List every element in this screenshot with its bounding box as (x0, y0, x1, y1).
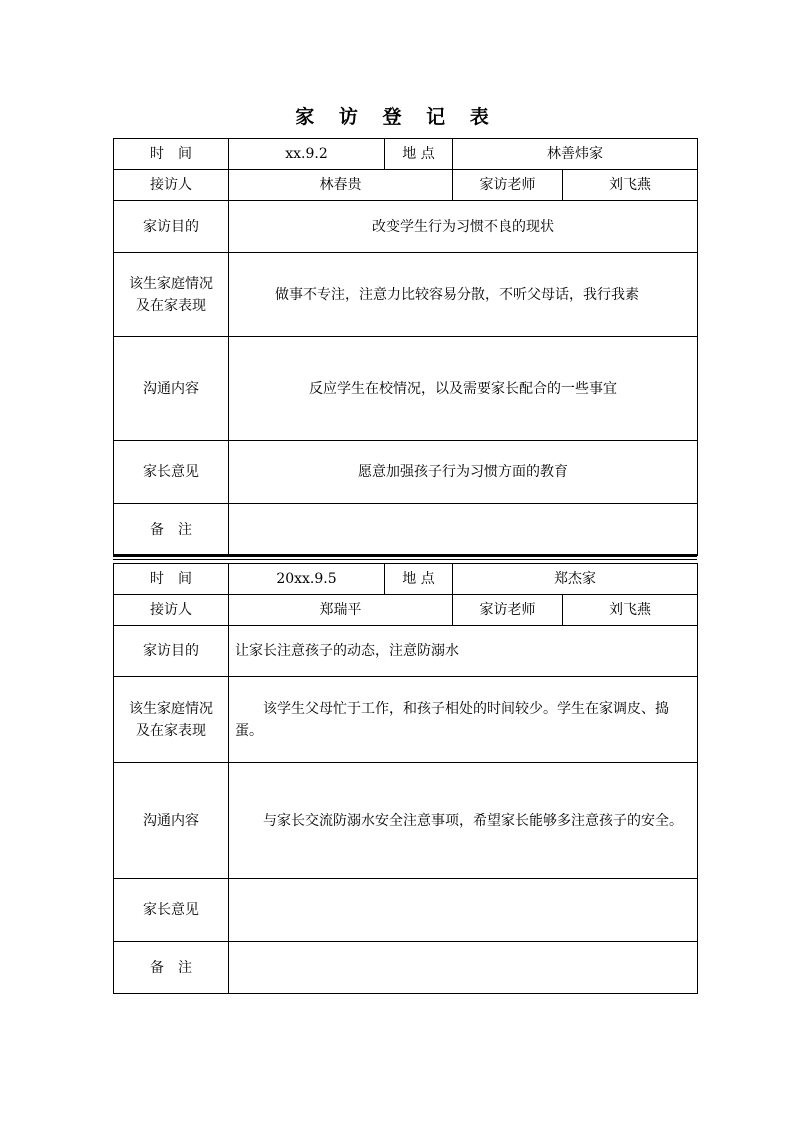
family-situation-label (114, 677, 229, 763)
remarks-value (229, 942, 698, 994)
visited-person-label: 接访人 (114, 170, 229, 201)
family-situation-value: 做事不专注，注意力比较容易分散，不听父母话，我行我素 (229, 253, 698, 337)
visit-record-table (113, 563, 698, 994)
family-situation-label (114, 253, 229, 337)
purpose-value: 让家长注意孩子的动态，注意防溺水 (229, 626, 698, 677)
purpose-value: 改变学生行为习惯不良的现状 (229, 201, 698, 253)
parent-opinion-value: 愿意加强孩子行为习惯方面的教育 (229, 441, 698, 504)
family-situation-label-line2: 及在家表现 (136, 297, 206, 314)
place-label: 地 点 (385, 564, 453, 595)
remarks-value (229, 504, 698, 556)
purpose-label: 家访目的 (114, 201, 229, 253)
parent-opinion-label: 家长意见 (114, 441, 229, 504)
place-value: 林善炜家 (453, 139, 698, 170)
communication-value: 反应学生在校情况，以及需要家长配合的一些事宜 (229, 337, 698, 441)
time-label: 时 间 (114, 564, 229, 595)
visited-person-value: 郑瑞平 (229, 595, 453, 626)
time-label: 时 间 (114, 139, 229, 170)
teacher-label: 家访老师 (453, 170, 563, 201)
section-divider-thin (113, 559, 697, 560)
section-divider (113, 554, 697, 557)
communication-label: 沟通内容 (114, 337, 229, 441)
time-value: 20xx.9.5 (229, 564, 385, 595)
page-title: 家 访 登 记 表 (295, 106, 498, 128)
visited-person-label: 接访人 (114, 595, 229, 626)
place-label: 地 点 (385, 139, 453, 170)
teacher-label: 家访老师 (453, 595, 563, 626)
family-situation-label-line1: 该生家庭情况 (129, 700, 213, 717)
visit-record-table (113, 138, 698, 556)
teacher-value: 刘飞燕 (563, 595, 698, 626)
family-situation-label-line1: 该生家庭情况 (129, 275, 213, 292)
remarks-label: 备 注 (114, 504, 229, 556)
family-situation-label-line2: 及在家表现 (136, 722, 206, 739)
visited-person-value: 林春贵 (229, 170, 453, 201)
communication-value: 与家长交流防溺水安全注意事项，希望家长能够多注意孩子的安全。 (229, 763, 698, 879)
parent-opinion-value (229, 879, 698, 942)
communication-label: 沟通内容 (114, 763, 229, 879)
place-value: 郑杰家 (453, 564, 698, 595)
purpose-label: 家访目的 (114, 626, 229, 677)
remarks-label: 备 注 (114, 942, 229, 994)
parent-opinion-label: 家长意见 (114, 879, 229, 942)
teacher-value: 刘飞燕 (563, 170, 698, 201)
time-value: xx.9.2 (229, 139, 385, 170)
family-situation-value: 该学生父母忙于工作，和孩子相处的时间较少。学生在家调皮、捣蛋。 (229, 677, 698, 763)
